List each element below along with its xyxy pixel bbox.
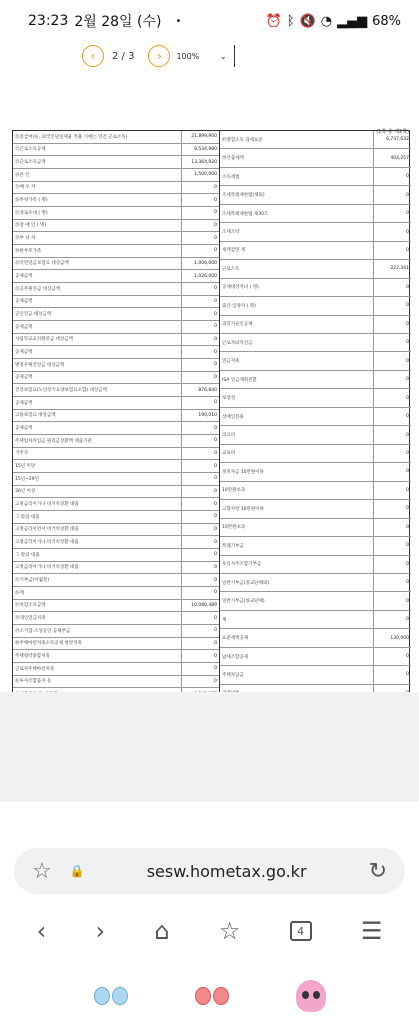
tab-count: 4 bbox=[297, 924, 305, 938]
table-row bbox=[13, 435, 219, 448]
signal-icon: ▂▄▆ bbox=[337, 13, 368, 29]
row-label: 소득세법 bbox=[222, 174, 240, 180]
row-value: 0 bbox=[181, 676, 219, 688]
row-label: 세액감면 계 bbox=[222, 248, 246, 254]
row-label: ㉑총급여(⑯, 외국인단일세율 적용 시에는 연간 근로소득) bbox=[15, 134, 128, 140]
row-label: 30년 이상 bbox=[15, 489, 36, 495]
table-row bbox=[13, 549, 219, 562]
pdf-pager bbox=[0, 42, 419, 70]
row-value: 1,026,000 bbox=[181, 270, 219, 282]
row-value: 0 bbox=[373, 279, 411, 296]
row-value: 0 bbox=[373, 666, 411, 683]
table-row bbox=[13, 625, 219, 638]
row-value: 0 bbox=[181, 207, 219, 219]
notification-dot: • bbox=[175, 15, 182, 27]
row-label: 사립학교교직원연금 대상금액 bbox=[15, 337, 73, 343]
table-row bbox=[13, 232, 219, 245]
row-value: 0 bbox=[181, 562, 219, 574]
url-text[interactable]: sesw.hometax.go.kr bbox=[146, 861, 307, 881]
row-label: ㉙부 녀 자 bbox=[15, 236, 36, 242]
row-value: 0 bbox=[181, 296, 219, 308]
row-label: 근로자퇴직연금 bbox=[222, 340, 253, 346]
row-label: 의료비 bbox=[222, 433, 236, 439]
zoom-value: 100% bbox=[176, 51, 200, 61]
row-value: 0 bbox=[181, 397, 219, 409]
table-row bbox=[220, 519, 411, 537]
row-label: ㊾종합소득 과세표준 bbox=[222, 137, 263, 143]
row-value: 0 bbox=[373, 297, 411, 314]
row-value: 404,257 bbox=[373, 149, 411, 166]
address-bar[interactable] bbox=[14, 848, 405, 894]
table-row bbox=[13, 587, 219, 600]
row-label: 연금저축 bbox=[222, 359, 240, 365]
row-value: 190,010 bbox=[181, 410, 219, 422]
row-label: 보장성 bbox=[222, 396, 236, 402]
row-value: 0 bbox=[181, 663, 219, 675]
table-row bbox=[13, 321, 219, 334]
table-row bbox=[13, 422, 219, 435]
row-value: 0 bbox=[181, 422, 219, 434]
row-value: 0 bbox=[181, 359, 219, 371]
back-icon[interactable]: ‹ bbox=[36, 917, 47, 945]
table-row bbox=[220, 205, 411, 223]
table-row bbox=[13, 397, 219, 410]
lock-icon[interactable]: 🔒 bbox=[69, 864, 85, 878]
table-row bbox=[13, 245, 219, 258]
row-value: 0 bbox=[181, 486, 219, 498]
row-value: 0 bbox=[373, 389, 411, 406]
row-label: 정치자금 10만원이하 bbox=[222, 469, 264, 475]
row-label: 고향사랑 10만원이하 bbox=[222, 506, 264, 512]
table-row bbox=[13, 524, 219, 537]
row-value: 0 bbox=[373, 168, 411, 185]
table-row bbox=[13, 182, 219, 195]
row-label: ㊳개인연금저축 bbox=[15, 616, 46, 622]
table-row bbox=[13, 600, 219, 613]
row-value: 8,534,980 bbox=[181, 144, 219, 156]
table-row bbox=[220, 629, 411, 647]
blue-bow-icon bbox=[94, 985, 128, 1007]
row-value: 6,737,632 bbox=[373, 131, 411, 148]
row-label: ㉗경로우대 ( 명) bbox=[15, 210, 48, 216]
table-row bbox=[13, 283, 219, 296]
row-value: 0 bbox=[373, 223, 411, 240]
bookmark-star-icon[interactable]: ☆ bbox=[32, 858, 52, 884]
row-label: 근로자주택마련저축 bbox=[15, 666, 55, 672]
row-value: 0 bbox=[373, 334, 411, 351]
table-row bbox=[220, 186, 411, 204]
table-row bbox=[220, 352, 411, 370]
row-label: 우리사주조합기부금 bbox=[222, 562, 262, 568]
row-value: 0 bbox=[181, 372, 219, 384]
row-value: 0 bbox=[373, 316, 411, 333]
table-row bbox=[13, 612, 219, 625]
row-label: 주택청약종합저축 bbox=[15, 654, 50, 660]
row-value: 0 bbox=[181, 587, 219, 599]
row-label: 조세특례제한법 제30조 bbox=[222, 211, 269, 217]
row-value: 0 bbox=[181, 473, 219, 485]
wifi-icon: ◔ bbox=[320, 13, 333, 29]
row-label: ㉜공무원연금 대상금액 bbox=[15, 286, 61, 292]
row-value: 0 bbox=[373, 519, 411, 536]
row-label: ㉟기부금(이월분) bbox=[15, 578, 50, 584]
row-label: 출산·입양자 ( 명) bbox=[222, 303, 256, 309]
pink-skull-icon bbox=[296, 980, 326, 1012]
row-value: 0 bbox=[181, 194, 219, 206]
row-label: ㊵주택마련저축소득공제 청약저축 bbox=[15, 641, 82, 647]
home-icon[interactable]: ⌂ bbox=[154, 917, 170, 945]
sticker-row bbox=[0, 968, 419, 1024]
row-value: 0 bbox=[181, 334, 219, 346]
row-value: 0 bbox=[181, 283, 219, 295]
prev-page-button[interactable] bbox=[82, 45, 104, 67]
table-row bbox=[220, 316, 411, 334]
row-label: ㉛국민연금보험료 대상금액 bbox=[15, 261, 69, 267]
row-value: 0 bbox=[373, 242, 411, 259]
row-label: 특례기부금 bbox=[222, 543, 244, 549]
mute-icon: 🔇 bbox=[299, 13, 316, 29]
page-note: (1쪽 중 제2쪽) bbox=[376, 129, 409, 135]
table-row bbox=[13, 334, 219, 347]
menu-icon[interactable]: ☰ bbox=[360, 917, 383, 945]
status-icons bbox=[266, 14, 401, 29]
table-row bbox=[220, 131, 411, 149]
row-label: 10만원초과 bbox=[222, 525, 246, 531]
table-row bbox=[13, 498, 219, 511]
clock: 23:23 bbox=[28, 13, 69, 29]
row-value: 0 bbox=[181, 549, 219, 561]
table-row bbox=[13, 676, 219, 689]
row-label: 15년~29년 bbox=[15, 476, 39, 482]
row-label: ㉘장 애 인 ( 명) bbox=[15, 223, 47, 229]
row-value: 0 bbox=[181, 448, 219, 460]
table-row bbox=[220, 648, 411, 666]
row-value: 0 bbox=[373, 463, 411, 480]
table-row bbox=[13, 156, 219, 169]
table-row bbox=[13, 131, 219, 144]
chevron-right-icon: › bbox=[157, 49, 162, 63]
row-label: ㉔본 인 bbox=[15, 172, 30, 178]
row-label: 고정금리이면서 비거치상환 대출 bbox=[15, 527, 79, 533]
table-row bbox=[220, 297, 411, 315]
row-label: ㊱계 bbox=[15, 590, 24, 596]
bookmarks-icon[interactable]: ☆ bbox=[218, 917, 241, 945]
row-label: ㊴소기업·소상공인 공제부금 bbox=[15, 628, 71, 634]
row-value: 0 bbox=[181, 574, 219, 586]
table-row bbox=[220, 389, 411, 407]
row-value: 0 bbox=[181, 435, 219, 447]
row-label: 군인연금 대상금액 bbox=[15, 312, 52, 318]
row-value: 0 bbox=[373, 445, 411, 462]
table-row bbox=[220, 537, 411, 555]
reload-icon[interactable]: ↻ bbox=[368, 858, 387, 884]
row-value: 1,500,000 bbox=[181, 169, 219, 181]
row-label: 일반기부금(종교단체외) bbox=[222, 580, 269, 586]
bluetooth-icon: ᛒ bbox=[286, 13, 295, 29]
left-column bbox=[13, 131, 220, 777]
row-label: 일반기부금(종교단체) bbox=[222, 599, 265, 605]
table-row bbox=[13, 207, 219, 220]
table-row bbox=[220, 574, 411, 592]
table-row bbox=[220, 371, 411, 389]
table-row bbox=[13, 650, 219, 663]
row-label: ISA 연금계좌전환 bbox=[222, 377, 257, 383]
table-row bbox=[13, 144, 219, 157]
table-row bbox=[13, 372, 219, 385]
table-row bbox=[13, 220, 219, 233]
page-indicator: 2 / 3 bbox=[112, 50, 135, 62]
table-row bbox=[220, 334, 411, 352]
row-label: 거주자 bbox=[15, 451, 29, 457]
row-label: 조세조약 bbox=[222, 230, 240, 235]
battery-level: 68% bbox=[372, 13, 401, 29]
table-row bbox=[220, 242, 411, 260]
row-label: 고정금리이거나 비거치상환 대출 bbox=[15, 565, 79, 571]
row-label: 교육비 bbox=[222, 451, 236, 457]
row-label: 공제금액 bbox=[15, 400, 33, 406]
chevron-down-icon: ⌄ bbox=[219, 51, 227, 61]
row-label: 조세특례제한법(제외) bbox=[222, 193, 265, 199]
row-value: 0 bbox=[373, 611, 411, 628]
table-row bbox=[13, 663, 219, 676]
table-row bbox=[13, 486, 219, 499]
text-cursor bbox=[234, 45, 235, 67]
table-row bbox=[220, 611, 411, 629]
zoom-select[interactable] bbox=[176, 52, 226, 61]
row-label: 10만원초과 bbox=[222, 488, 246, 494]
table-row bbox=[220, 426, 411, 444]
row-label: ㊿산출세액 bbox=[222, 156, 244, 162]
row-value: 0 bbox=[373, 371, 411, 388]
row-label: 납세조합공제 bbox=[222, 654, 249, 660]
table-row bbox=[13, 384, 219, 397]
browser-nav bbox=[0, 906, 419, 956]
row-value: 0 bbox=[181, 308, 219, 320]
row-value: 0 bbox=[181, 321, 219, 333]
table-row bbox=[13, 308, 219, 321]
row-label: 15년 미만 bbox=[15, 464, 36, 470]
row-label: ㉖부양가족 ( 명) bbox=[15, 198, 48, 204]
row-label: ㉒근로소득공제 bbox=[15, 147, 46, 153]
table-row bbox=[13, 638, 219, 651]
row-label: 공제금액 bbox=[15, 274, 33, 280]
row-label: 고정금리이거나 비거치상환 대출 bbox=[15, 540, 79, 546]
row-value: 0 bbox=[373, 205, 411, 222]
table-row bbox=[13, 473, 219, 486]
forward-icon[interactable]: › bbox=[95, 917, 106, 945]
table-row bbox=[220, 168, 411, 186]
table-row bbox=[13, 296, 219, 309]
row-label: 과학기술인공제 bbox=[222, 322, 253, 328]
table-row bbox=[13, 562, 219, 575]
row-label: 그 밖의 대출 bbox=[15, 552, 40, 558]
row-value: 0 bbox=[181, 498, 219, 510]
row-label: 공제금액 bbox=[15, 350, 33, 356]
table-row bbox=[220, 223, 411, 241]
row-label: 주택차입금 bbox=[222, 672, 244, 678]
row-value: 0 bbox=[373, 482, 411, 499]
status-bar bbox=[0, 0, 419, 42]
table-row bbox=[13, 270, 219, 283]
row-label: 공제금액 bbox=[15, 426, 33, 432]
row-value: 10,080,489 bbox=[181, 600, 219, 612]
row-label: ㉚한부모가족 bbox=[15, 248, 42, 254]
row-value: 0 bbox=[373, 592, 411, 609]
row-label: 장애인전용 bbox=[222, 414, 244, 420]
table-row bbox=[13, 460, 219, 473]
next-page-button[interactable] bbox=[148, 45, 170, 67]
table-row bbox=[13, 410, 219, 423]
row-value: 0 bbox=[181, 612, 219, 624]
row-label: 별정우체국연금 대상금액 bbox=[15, 362, 65, 368]
tax-form-table bbox=[12, 130, 410, 778]
date: 2월 28일 (수) bbox=[74, 14, 162, 30]
row-value: 1,006,000 bbox=[181, 258, 219, 270]
viewer-bottom-area bbox=[0, 692, 419, 802]
table-row bbox=[220, 463, 411, 481]
table-row bbox=[220, 666, 411, 684]
row-label: 공제금액 bbox=[15, 375, 33, 381]
row-value: 0 bbox=[373, 426, 411, 443]
row-label: 공제금액 bbox=[15, 299, 33, 305]
table-row bbox=[13, 258, 219, 271]
row-label: ㉓근로소득금액 bbox=[15, 160, 46, 166]
row-value: 0 bbox=[373, 556, 411, 573]
row-value: 0 bbox=[373, 648, 411, 665]
row-value: 0 bbox=[373, 408, 411, 425]
row-value: 0 bbox=[373, 574, 411, 591]
tabs-button[interactable] bbox=[290, 921, 312, 941]
row-label: 공제금액 bbox=[15, 324, 33, 330]
table-row bbox=[220, 149, 411, 167]
row-label: 근로소득 bbox=[222, 266, 240, 272]
row-value: 13,364,920 bbox=[181, 156, 219, 168]
row-label: 고용보험료 대상금액 bbox=[15, 413, 56, 419]
row-label: ㊶투자조합출자 등 bbox=[15, 679, 52, 685]
table-row bbox=[220, 482, 411, 500]
row-value: 0 bbox=[181, 232, 219, 244]
row-label: 공제대상자녀 ( 명) bbox=[222, 285, 259, 291]
row-label: 건강보험료(노인장기요양보험료포함) 대상금액 bbox=[15, 388, 107, 394]
row-label: 주택임차차입금 원리금상환액 대출기관 bbox=[15, 438, 92, 444]
table-row bbox=[13, 194, 219, 207]
table-row bbox=[13, 536, 219, 549]
row-value: 0 bbox=[181, 245, 219, 257]
row-value: 0 bbox=[181, 524, 219, 536]
alarm-icon: ⏰ bbox=[265, 13, 282, 29]
row-label: ㊲차감소득금액 bbox=[15, 603, 46, 609]
right-column bbox=[220, 131, 411, 777]
row-value: 0 bbox=[373, 500, 411, 517]
row-label: 계 bbox=[222, 617, 227, 623]
row-value: 0 bbox=[181, 346, 219, 358]
table-row bbox=[220, 556, 411, 574]
row-value: 0 bbox=[181, 220, 219, 232]
table-row bbox=[13, 448, 219, 461]
table-row bbox=[13, 574, 219, 587]
row-value: 0 bbox=[181, 182, 219, 194]
row-value: 0 bbox=[181, 536, 219, 548]
row-value: 0 bbox=[181, 511, 219, 523]
table-row bbox=[220, 445, 411, 463]
row-value: 876,840 bbox=[181, 384, 219, 396]
table-row bbox=[220, 279, 411, 297]
row-value: 0 bbox=[181, 625, 219, 637]
row-value: 0 bbox=[181, 638, 219, 650]
table-row bbox=[13, 169, 219, 182]
row-value: 0 bbox=[181, 460, 219, 472]
row-label: 표준세액공제 bbox=[222, 636, 249, 642]
table-row bbox=[13, 359, 219, 372]
table-row bbox=[13, 346, 219, 359]
row-value: 0 bbox=[181, 650, 219, 662]
table-row bbox=[220, 592, 411, 610]
table-row bbox=[220, 500, 411, 518]
table-row bbox=[220, 260, 411, 278]
row-value: 0 bbox=[373, 537, 411, 554]
red-bow-icon bbox=[195, 985, 229, 1007]
row-value: 21,899,900 bbox=[181, 131, 219, 143]
row-value: 0 bbox=[373, 352, 411, 369]
row-value: 222,341 bbox=[373, 260, 411, 277]
row-value: 130,000 bbox=[373, 629, 411, 646]
row-label: 그 밖의 대출 bbox=[15, 514, 40, 520]
row-label: 고정금리이거나 비거치상환 대출 bbox=[15, 502, 79, 508]
row-value: 0 bbox=[373, 186, 411, 203]
table-row bbox=[13, 511, 219, 524]
chevron-left-icon: ‹ bbox=[90, 49, 96, 63]
table-row bbox=[220, 408, 411, 426]
row-label: ㉕배 우 자 bbox=[15, 185, 36, 191]
